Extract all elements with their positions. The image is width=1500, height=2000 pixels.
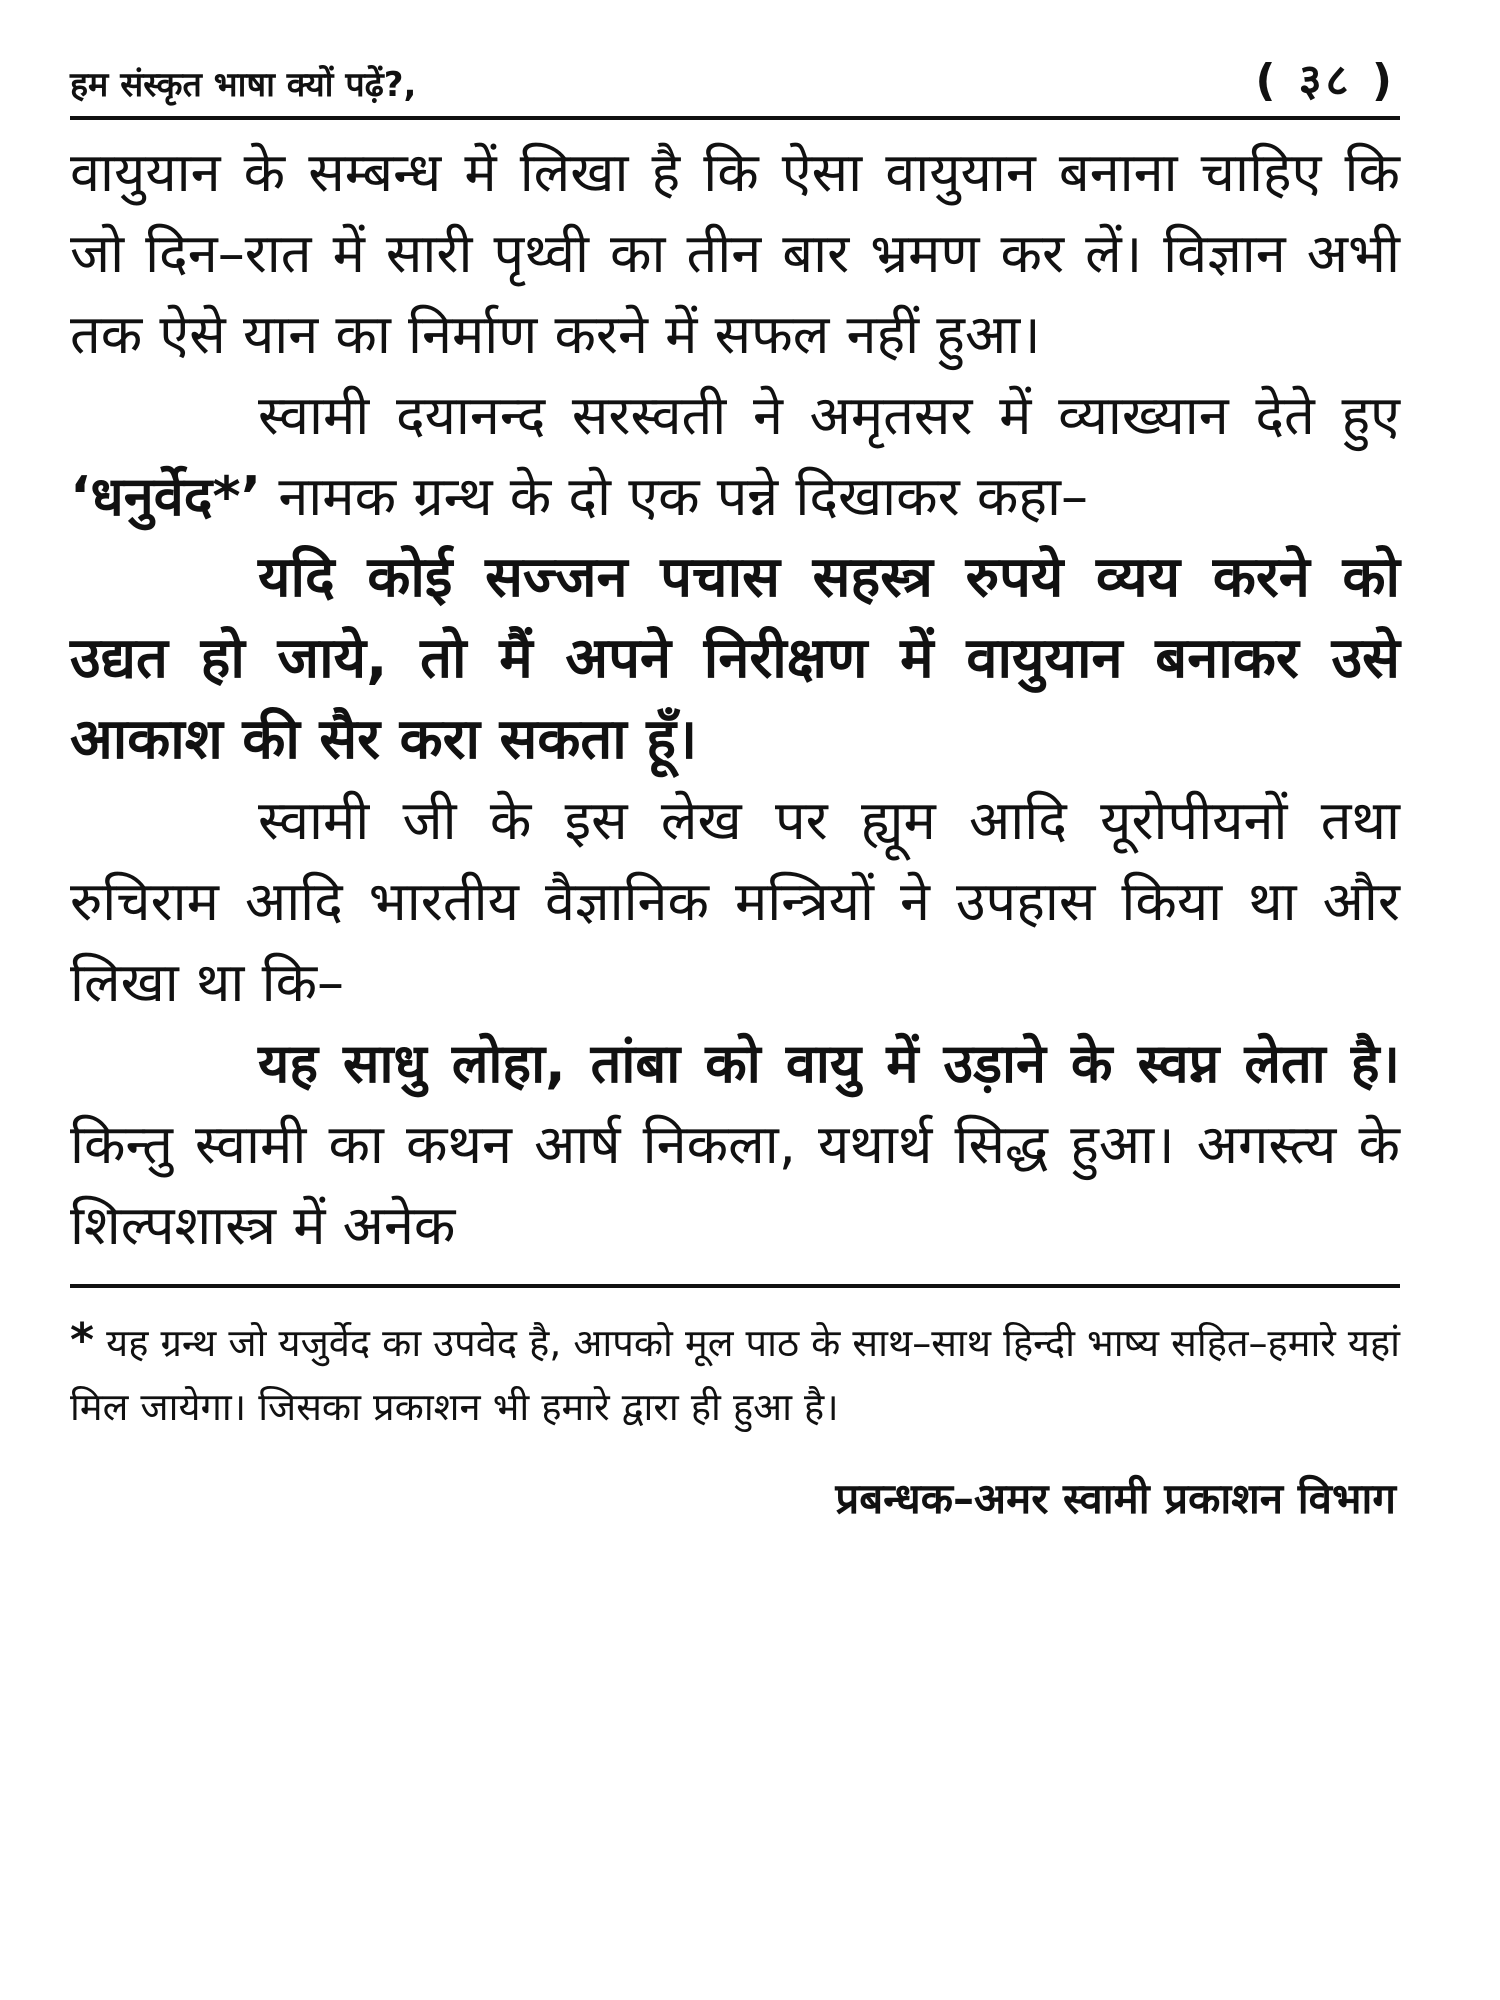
quote-inline: यह साधु लोहा, तांबा को वायु में उड़ाने के स्वप्न लेता है। [258,1032,1400,1095]
book-page [70,40,1400,1970]
publisher-signature: प्रबन्धक–अमर स्वामी प्रकाशन विभाग [835,1474,1396,1523]
footnote-divider [70,1284,1400,1288]
header-divider [70,116,1400,120]
main-text [70,132,1400,1266]
footnote [70,1308,1400,1439]
footnote-text: यह ग्रन्थ जो यजुर्वेद का उपवेद है, आपको मूल पाठ के साथ–साथ हिन्दी भाष्य सहित–हमारे यहां मिल जायेगा। जिसका प्रकाशन भी हमारे द्वारा ही हुआ है। [70,1321,1400,1429]
book-title-dhanurved: ‘धनुर्वेद*’ [70,465,262,528]
paragraph-4: स्वामी जी के इस लेख पर ह्यूम आदि यूरोपीयनों तथा रुचिराम आदि भारतीय वैज्ञानिक मन्त्रियों ने उपहास किया था और लिखा था कि– [70,789,1401,1014]
paragraph-5-end: किन्तु स्वामी का कथन आर्ष निकला, यथार्थ सिद्ध हुआ। अगस्त्य के शिल्पशास्त्र में अनेक [70,1113,1400,1257]
paragraph-5 [70,1023,1400,1266]
paragraph-2 [70,375,1400,537]
quote-paragraph: यदि कोई सज्जन पचास सहस्त्र रुपये व्यय करने को उद्यत हो जाये, तो मैं अपने निरीक्षण में वायुयान बनाकर उसे आकाश की सैर करा सकता हूँ। [70,545,1400,772]
paragraph-1: वायुयान के सम्बन्ध में लिखा है कि ऐसा वायुयान बनाना चाहिए कि जो दिन–रात में सारी पृथ्वी का तीन बार भ्रमण कर लें। विज्ञान अभी तक ऐसे यान का निर्माण करने में सफल नहीं हुआ। [70,141,1400,366]
header-title: हम संस्कृत भाषा क्यों पढ़ें?, [70,65,417,105]
page-number: ( ३८ ) [1255,55,1396,106]
paragraph-2-start: स्वामी दयानन्द सरस्वती ने अमृतसर में व्याख्यान देते हुए [258,384,1400,447]
footnote-marker: * [70,1313,95,1367]
paragraph-2-end: नामक ग्रन्थ के दो एक पन्ने दिखाकर कहा– [261,465,1089,528]
running-header [70,40,1400,116]
